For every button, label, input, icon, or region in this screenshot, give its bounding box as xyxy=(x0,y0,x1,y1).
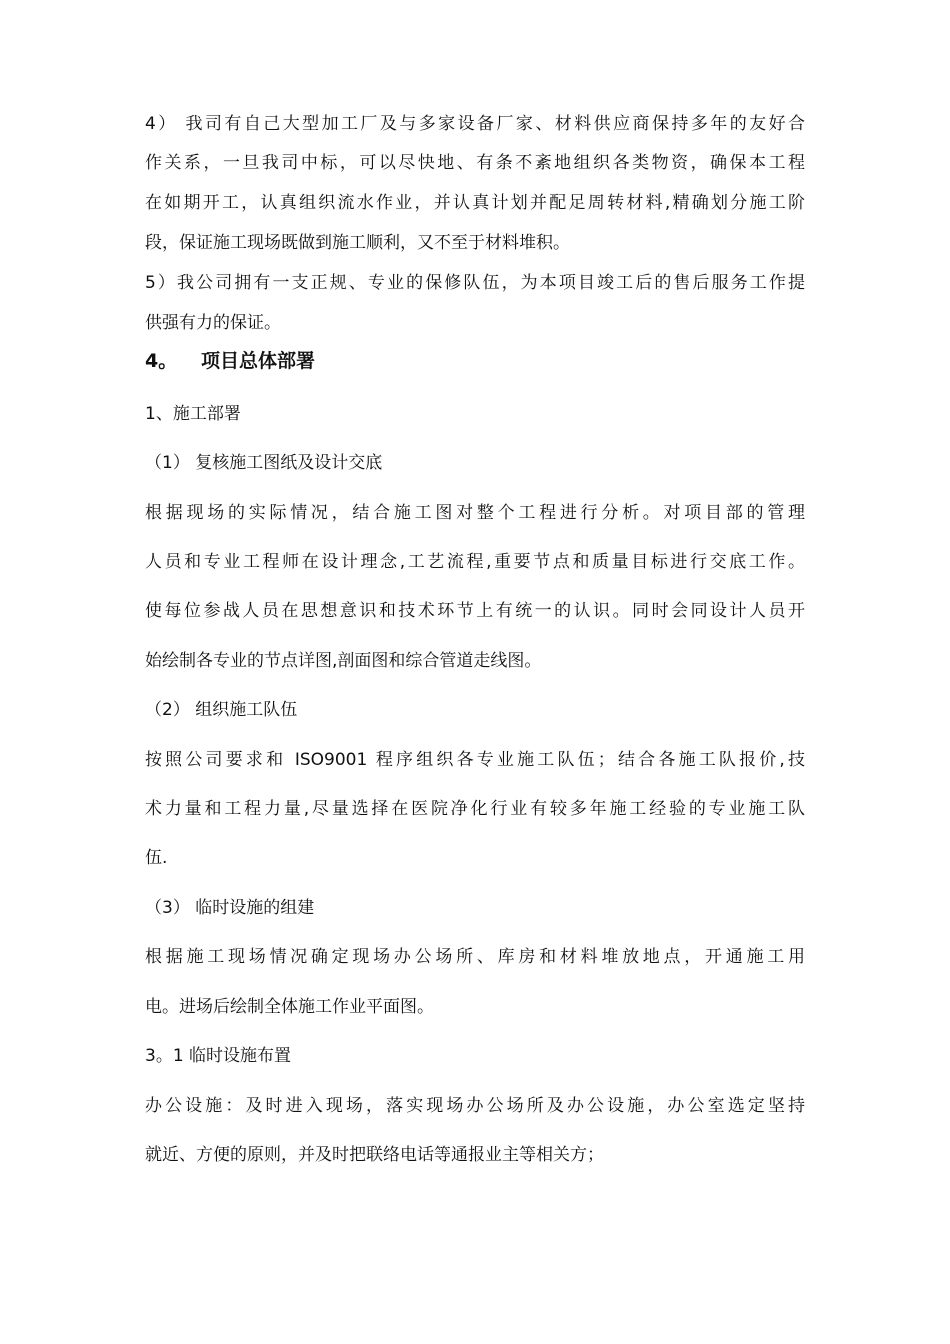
item-3-line-1: 根据施工现场情况确定现场办公场所、库房和材料堆放地点，开通施工用 xyxy=(145,947,805,967)
paragraph-4-line-1: 4） 我司有自己大型加工厂及与多家设备厂家、材料供应商保持多年的友好合 xyxy=(145,114,805,134)
paragraph-4-line-3: 在如期开工，认真组织流水作业，并认真计划并配足周转材料,精确划分施工阶 xyxy=(145,193,805,213)
item-1-line-2: 人员和专业工程师在设计理念,工艺流程,重要节点和质量目标进行交底工作。 xyxy=(145,552,805,572)
item-1-line-3: 使每位参战人员在思想意识和技术环节上有统一的认识。同时会同设计人员开 xyxy=(145,601,805,621)
paragraph-5-line-2: 供强有力的保证。 xyxy=(145,313,281,333)
item-3-1-line-1: 办公设施：及时进入现场，落实现场办公场所及办公设施，办公室选定坚持 xyxy=(145,1096,805,1116)
subsection-heading: 1、施工部署 xyxy=(145,404,241,424)
paragraph-5-line-1: 5）我公司拥有一支正规、专业的保修队伍，为本项目竣工后的售后服务工作提 xyxy=(145,273,805,293)
item-3-line-2: 电。进场后绘制全体施工作业平面图。 xyxy=(145,997,434,1017)
item-1-line-1: 根据现场的实际情况，结合施工图对整个工程进行分析。对项目部的管理 xyxy=(145,503,805,523)
item-2-heading: （2） 组织施工队伍 xyxy=(145,700,298,720)
paragraph-4-line-2: 作关系，一旦我司中标，可以尽快地、有条不紊地组织各类物资，确保本工程 xyxy=(145,153,805,173)
section-heading xyxy=(145,350,315,372)
item-1-heading: （1） 复核施工图纸及设计交底 xyxy=(145,453,383,473)
item-2-line-2: 术力量和工程力量,尽量选择在医院净化行业有较多年施工经验的专业施工队 xyxy=(145,799,805,819)
section-title: 项目总体部署 xyxy=(201,350,316,372)
item-3-heading: （3） 临时设施的组建 xyxy=(145,898,315,918)
item-3-1-line-2: 就近、方便的原则，并及时把联络电话等通报业主等相关方； xyxy=(145,1145,604,1165)
item-2-line-1: 按照公司要求和 ISO9001 程序组织各专业施工队伍；结合各施工队报价,技 xyxy=(145,750,805,770)
paragraph-4-line-4: 段，保证施工现场既做到施工顺利，又不至于材料堆积。 xyxy=(145,233,570,253)
section-number: 4。 xyxy=(145,350,178,372)
item-1-line-4: 始绘制各专业的节点详图,剖面图和综合管道走线图。 xyxy=(145,651,542,671)
item-2-line-3: 伍. xyxy=(145,848,168,868)
item-3-1-heading: 3。1 临时设施布置 xyxy=(145,1046,292,1066)
